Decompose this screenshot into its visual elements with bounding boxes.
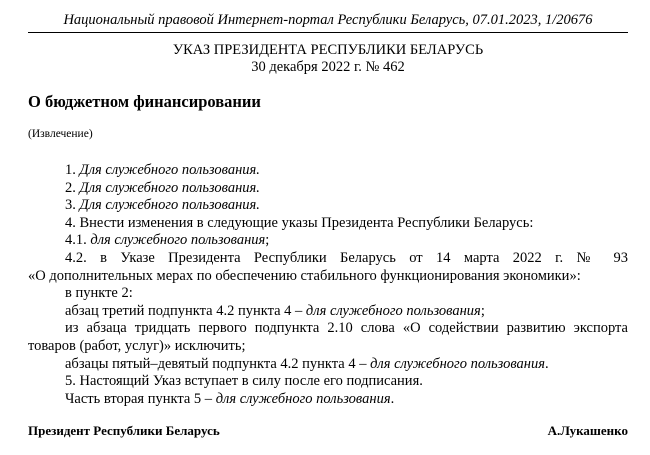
document-title: О бюджетном финансировании [28, 92, 261, 111]
paragraph-number: 3. [65, 197, 80, 214]
paragraph-part-2 [28, 391, 628, 409]
document-date-number: 30 декабря 2022 г. № 462 [251, 59, 405, 75]
paragraph-text-italic: для служебного пользования [215, 390, 391, 407]
paragraph-text: Для служебного пользования. [79, 162, 260, 178]
paragraph-4-2-line2: «О дополнительных мерах по обеспечению стабильного функционирования экономики»: [28, 267, 581, 284]
extract-note: (Извлечение) [28, 128, 93, 140]
paragraph-text: Для служебного пользования. [79, 179, 260, 196]
paragraph-4: 4. Внести изменения в следующие указы Президента Республики Беларусь: [65, 214, 534, 231]
paragraph-4-2-line1: 4.2. в Указе Президента Республики Беларусь от 14 марта 2022 г. № 93 [65, 249, 628, 266]
paragraph-2 [28, 180, 628, 198]
paragraph-punct: . [390, 390, 395, 407]
signatory-position: Президент Республики Беларусь [28, 423, 220, 438]
paragraph-text-italic: для служебного пользования [305, 302, 481, 319]
paragraph-text: для служебного пользования [90, 232, 266, 249]
document-type: УКАЗ ПРЕЗИДЕНТА РЕСПУБЛИКИ БЕЛАРУСЬ [172, 42, 484, 58]
paragraph-punct: ; [265, 232, 270, 249]
paragraph-text: Часть вторая пункта 5 – [65, 390, 216, 407]
paragraph-abzac-3 [28, 303, 628, 321]
paragraph-text-italic: для служебного пользования [370, 355, 545, 372]
paragraph-in-point-2: в пункте 2: [65, 285, 133, 302]
paragraph-number: 4.1. [65, 232, 91, 249]
paragraph-abzac-31: из абзаца тридцать первого подпункта 2.10 слова «О содействии развитию экспорта товаров (работ, услуг)» исключить; [28, 320, 628, 354]
portal-header: Национальный правовой Интернет-портал Республики Беларусь, 07.01.2023, 1/20676 [63, 12, 593, 28]
paragraph-4-1 [28, 232, 628, 250]
paragraph-punct: . [544, 355, 549, 372]
paragraph-number: 2. [65, 179, 80, 196]
paragraph-punct: ; [480, 302, 485, 319]
paragraph-text: абзацы пятый–девятый подпункта 4.2 пункта 4 – [65, 355, 371, 372]
signatory-name: А.Лукашенко [547, 423, 628, 438]
document-body [28, 162, 628, 408]
paragraph-number: 1. [65, 162, 80, 178]
paragraph-5: 5. Настоящий Указ вступает в силу после его подписания. [65, 373, 423, 390]
paragraph-abzac-5-9 [28, 356, 628, 374]
paragraph-1 [28, 162, 628, 180]
paragraph-text: Для служебного пользования. [79, 197, 260, 214]
paragraph-text: абзац третий подпункта 4.2 пункта 4 – [65, 302, 306, 319]
paragraph-3 [28, 197, 628, 215]
header-divider [28, 32, 628, 33]
